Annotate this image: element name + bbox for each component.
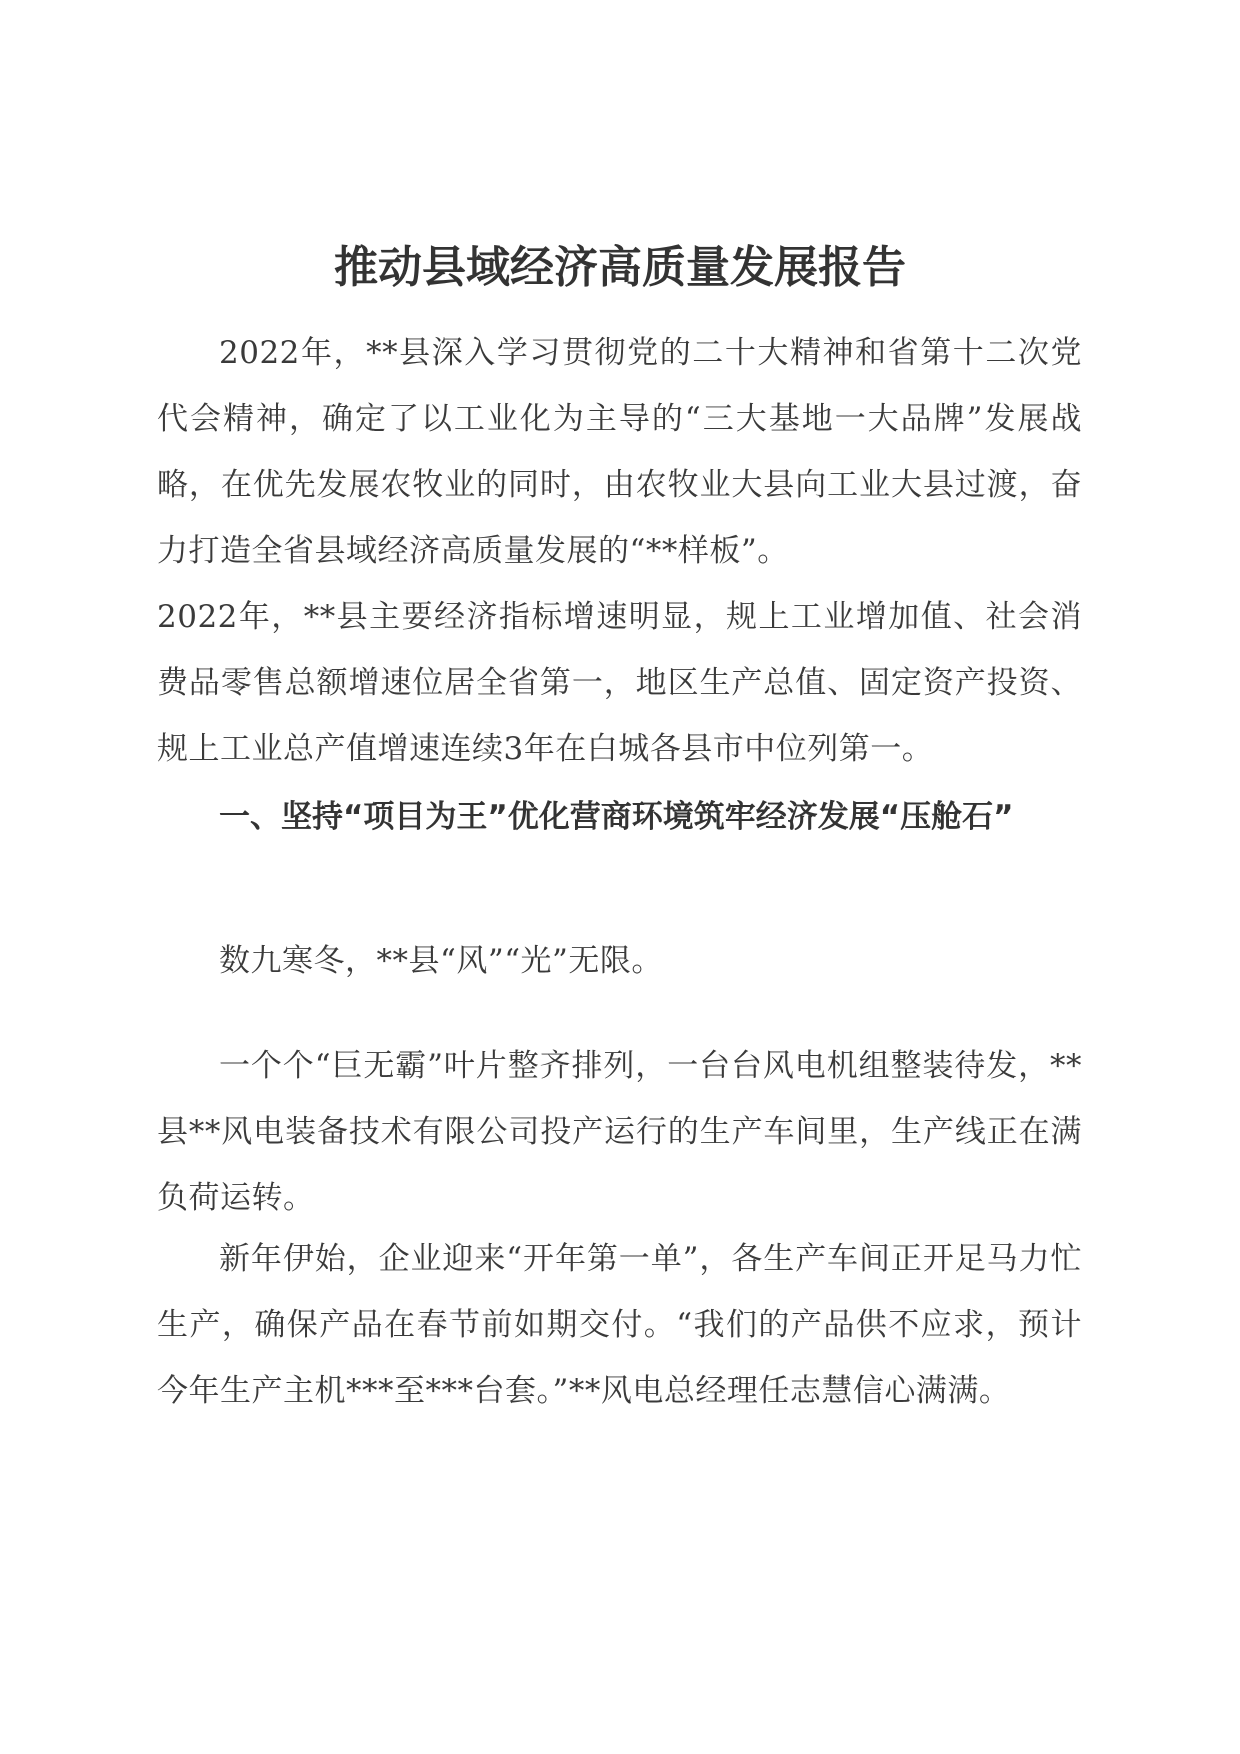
paragraph-winter: 数九寒冬，**县“风”“光”无限。 <box>219 943 663 979</box>
section-heading-1: 一、坚持“项目为王”优化营商环境筑牢经济发展“压舱石” <box>219 799 1014 835</box>
paragraph-intro: 2022年，**县深入学习贯彻党的二十大精神和省第十二次党代会精神，确定了以工业化为主导的“三大基地一大品牌”发展战略，在优先发展农牧业的同时，由农牧业大县向工业大县过渡，奋力打造全省县域经济高质量发展的“**样板”。 <box>157 335 1082 569</box>
paragraph-new-year: 新年伊始，企业迎来“开年第一单”，各生产车间正开足马力忙生产，确保产品在春节前如期交付。“我们的产品供不应求，预计今年生产主机***至***台套。”**风电总经理任志慧信心满满。 <box>157 1241 1082 1409</box>
document-title: 推动县域经济高质量发展报告 <box>334 242 906 293</box>
paragraph-factory: 一个个“巨无霸”叶片整齐排列，一台台风电机组整装待发，**县**风电装备技术有限公司投产运行的生产车间里，生产线正在满负荷运转。 <box>157 1048 1082 1216</box>
paragraph-intro-continued: 2022年，**县主要经济指标增速明显，规上工业增加值、社会消费品零售总额增速位居全省第一，地区生产总值、固定资产投资、规上工业总产值增速连续3年在白城各县市中位列第一。 <box>157 599 1082 767</box>
